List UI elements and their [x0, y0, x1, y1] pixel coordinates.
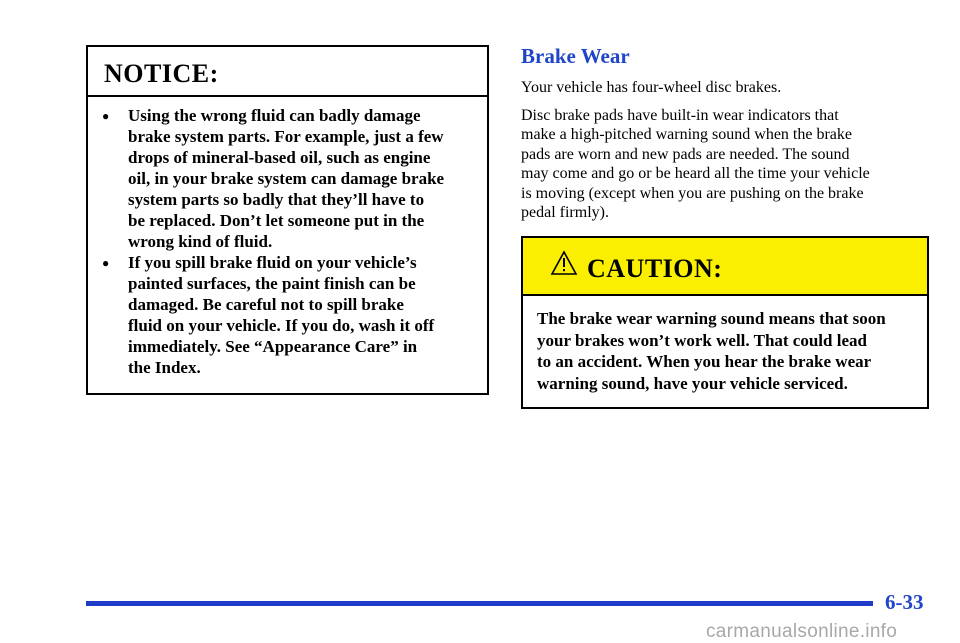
footer-rule [86, 601, 873, 606]
page-number: 6-33 [885, 590, 924, 614]
notice-header [88, 47, 487, 97]
bullet-icon: ● [102, 109, 110, 123]
caution-box [521, 236, 929, 409]
caution-header [523, 238, 927, 296]
bullet-icon: ● [102, 256, 110, 270]
caution-body: The brake wear warning sound means that soon your brakes won’t work well. That could lead to an accident. When you hear the brake wear warning sound, have your vehicle serviced. [537, 309, 886, 393]
notice-bullet-item [102, 105, 471, 252]
watermark: carmanualsonline.info [706, 621, 898, 642]
caution-title: CAUTION: [587, 254, 723, 283]
notice-bullet-text: If you spill brake fluid on your vehicle’s painted surfaces, the paint finish can be damaged. Be careful not to spill brake fluid on your vehicle. If you do, wash it off immediately. See “Appearance Care” in the Index. [128, 253, 435, 377]
paragraph: Your vehicle has four-wheel disc brakes. [521, 79, 782, 96]
notice-box [86, 45, 489, 395]
paragraph: Disc brake pads have built-in wear indicators that make a high-pitched warning sound when the brake pads are worn and new pads are needed. The sound may come and go or be heard all the time your vehicle is moving (except when you are pushing on the brake pedal firmly). [521, 107, 870, 222]
notice-body [88, 97, 487, 378]
notice-title: NOTICE: [104, 59, 219, 88]
section-title: Brake Wear [521, 44, 630, 68]
notice-bullet-item [102, 252, 471, 378]
notice-bullet-text: Using the wrong fluid can badly damage brake system parts. For example, just a few drops of mineral-based oil, such as engine oil, in your brake system can damage brake system parts so badly that they’ll have to be replaced. Don’t let someone put in the wrong kind of fluid. [128, 106, 445, 251]
warning-triangle-icon [550, 250, 578, 276]
